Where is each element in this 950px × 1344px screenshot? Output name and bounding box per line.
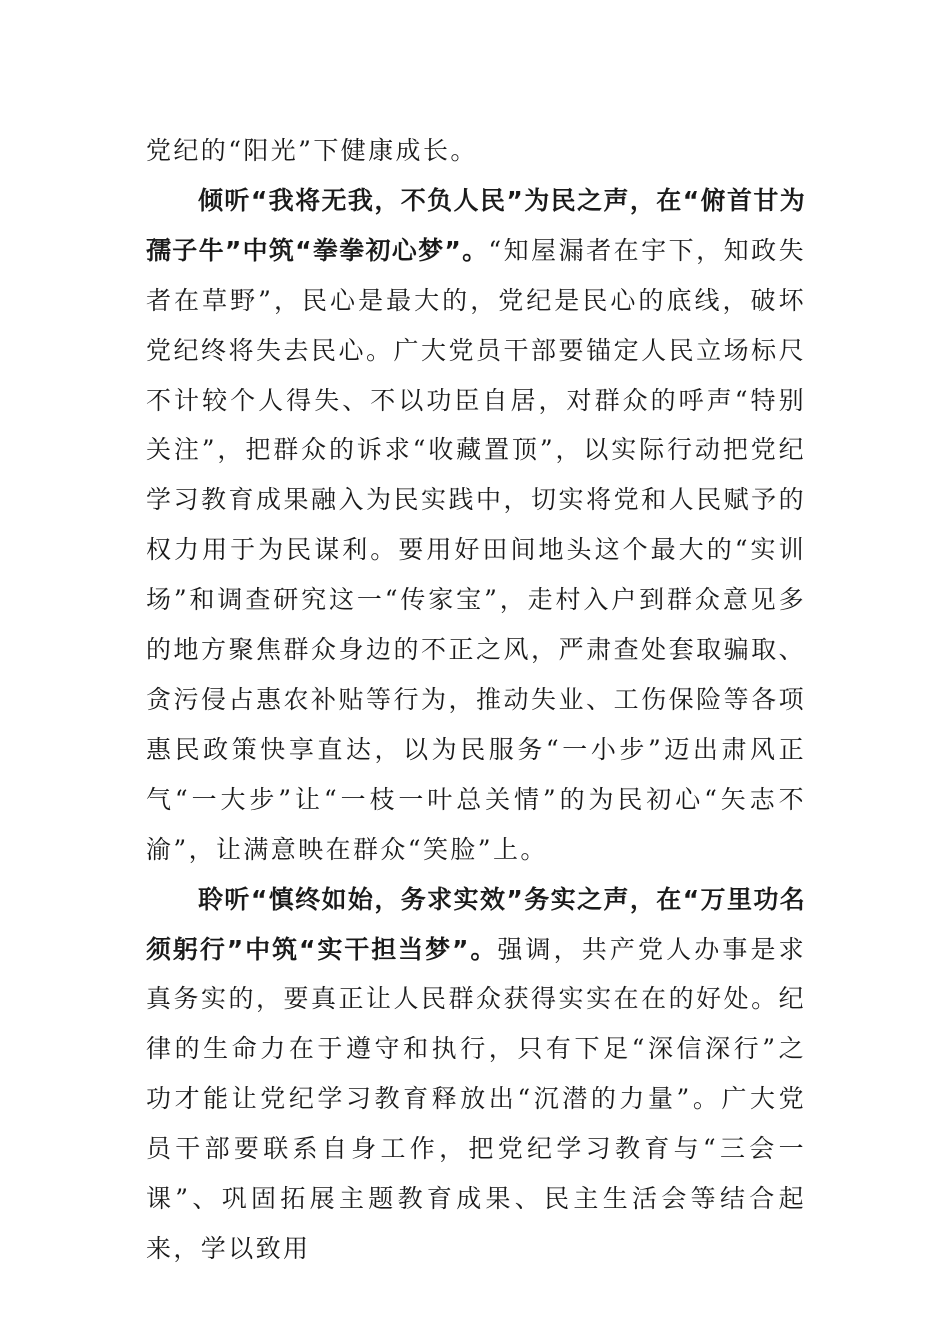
paragraph-heading: 倾听“我将无我，不负人民”为民之声，在“俯首甘为孺子牛”中筑“拳拳初心梦”。 xyxy=(146,185,806,265)
paragraph-heading: 聆听“慎终如始，务求实效”务实之声，在“万里功名须躬行”中筑“实干担当梦”。 xyxy=(146,884,806,964)
paragraph-body: 强调，共产党人办事是求真务实的，要真正让人民群众获得实实在在的好处。纪律的生命力在于遵守和执行，只有下足“深信深行”之功才能让党纪学习教育释放出“沉潜的力量”。广大党员干部要联系自身工作，把党纪学习教育与“三会一课”、巩固拓展主题教育成果、民主生活会等结合起来，学以致用 xyxy=(146,934,807,1263)
paragraph-pragmatic xyxy=(146,875,806,1274)
paragraph-continuation xyxy=(146,126,806,176)
paragraph-people xyxy=(146,176,806,875)
paragraph-body: “知屋漏者在宇下，知政失者在草野”，民心是最大的，党纪是民心的底线，破坏党纪终将失去民心。广大党员干部要锚定人民立场标尺不计较个人得失、不以功臣自居，对群众的呼声“特别关注”，把群众的诉求“收藏置顶”，以实际行动把党纪学习教育成果融入为民实践中，切实将党和人民赋予的权力用于为民谋利。要用好田间地头这个最大的“实训场”和调查研究这一“传家宝”，走村入户到群众意见多的地方聚焦群众身边的不正之风，严肃查处套取骗取、贪污侵占惠农补贴等行为，推动失业、工伤保险等各项惠民政策快享直达，以为民服务“一小步”迈出肃风正气“一大步”让“一枝一叶总关情”的为民初心“矢志不渝”，让满意映在群众“笑脸”上。 xyxy=(146,235,806,864)
paragraph-body: 党纪的“阳光”下健康成长。 xyxy=(146,136,478,165)
document-body xyxy=(146,126,806,1274)
